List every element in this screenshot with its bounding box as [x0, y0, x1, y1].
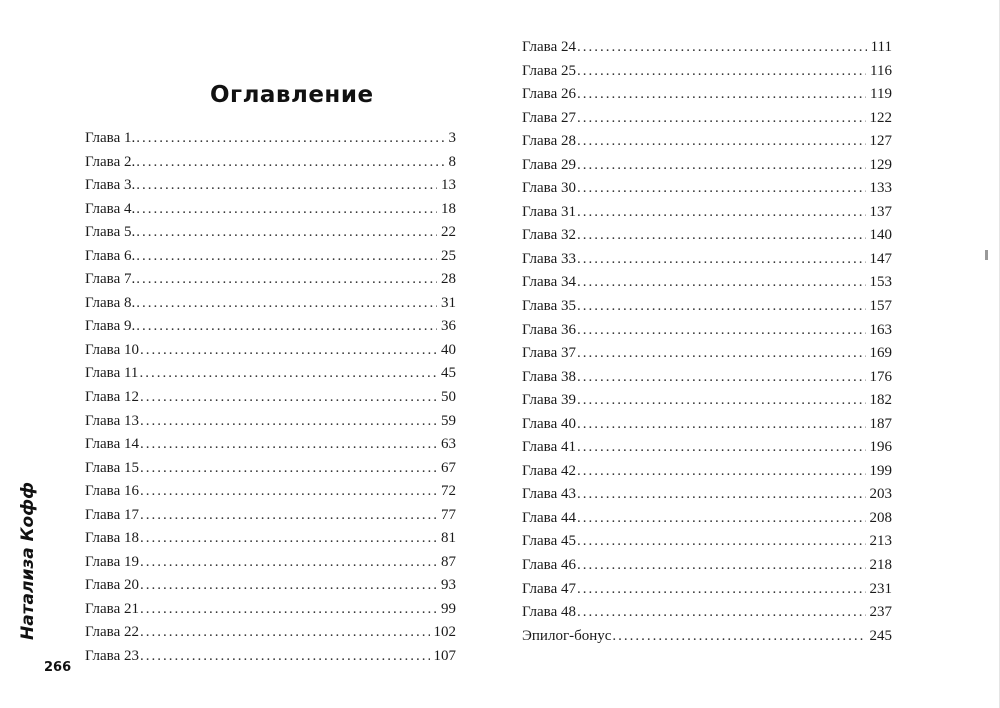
- toc-entry-page: 237: [869, 604, 892, 621]
- toc-entry-page: 72: [441, 483, 456, 500]
- dot-leader: [577, 130, 866, 154]
- toc-entry-label: Глава 23: [85, 648, 139, 665]
- toc-entry[interactable]: [522, 319, 892, 343]
- dot-leader: [140, 410, 437, 434]
- dot-leader: [140, 574, 437, 598]
- toc-entry-page: 67: [441, 459, 456, 476]
- toc-entry-page: 163: [869, 321, 892, 338]
- toc-entry-label: Глава 7.: [85, 271, 136, 288]
- toc-entry[interactable]: [85, 551, 456, 575]
- toc-entry[interactable]: [85, 221, 456, 245]
- toc-entry[interactable]: [522, 130, 892, 154]
- toc-entry-label: Глава 39: [522, 392, 576, 409]
- dot-leader: [140, 527, 437, 551]
- author-name-vertical: Натализа Кофф: [18, 482, 38, 640]
- toc-entry[interactable]: [522, 483, 892, 507]
- toc-entry[interactable]: [522, 460, 892, 484]
- dot-leader: [140, 551, 437, 575]
- toc-entry-label: Глава 35: [522, 298, 576, 315]
- toc-entry[interactable]: [522, 201, 892, 225]
- dot-leader: [612, 625, 865, 649]
- toc-entry[interactable]: [522, 248, 892, 272]
- toc-entry-label: Глава 18: [85, 530, 139, 547]
- toc-entry-page: 157: [869, 298, 892, 315]
- dot-leader: [140, 480, 437, 504]
- toc-entry-label: Глава 40: [522, 415, 576, 432]
- toc-entry-label: Глава 29: [522, 156, 576, 173]
- toc-entry-label: Глава 2.: [85, 153, 136, 170]
- toc-entry-label: Глава 6.: [85, 247, 136, 264]
- toc-entry[interactable]: [85, 245, 456, 269]
- toc-entry-page: 187: [869, 415, 892, 432]
- dot-leader: [140, 645, 430, 669]
- scan-mark: [985, 250, 988, 260]
- toc-entry-page: 245: [869, 627, 892, 644]
- toc-entry-label: Глава 27: [522, 109, 576, 126]
- toc-entry-page: 111: [870, 39, 892, 55]
- toc-entry[interactable]: [522, 295, 892, 319]
- toc-entry-page: 63: [441, 436, 456, 453]
- toc-entry[interactable]: [522, 154, 892, 178]
- toc-entry[interactable]: [522, 107, 892, 131]
- toc-entry[interactable]: [522, 601, 892, 625]
- toc-entry[interactable]: [522, 530, 892, 554]
- dot-leader: [577, 554, 866, 578]
- dot-leader: [577, 83, 866, 107]
- dot-leader: [140, 339, 437, 363]
- toc-entry-page: 87: [441, 553, 456, 570]
- dot-leader: [577, 460, 866, 484]
- dot-leader: [577, 201, 866, 225]
- toc-entry[interactable]: [85, 198, 456, 222]
- toc-entry[interactable]: [85, 457, 456, 481]
- toc-entry-page: 8: [448, 153, 456, 170]
- dot-leader: [577, 224, 866, 248]
- dot-leader: [577, 271, 866, 295]
- toc-entry-label: Глава 11: [85, 365, 139, 382]
- toc-entry-page: 129: [869, 156, 892, 173]
- toc-entry[interactable]: [522, 578, 892, 602]
- toc-entry-page: 153: [869, 274, 892, 291]
- toc-entry-page: 93: [441, 577, 456, 594]
- toc-entry-page: 45: [441, 365, 456, 382]
- toc-entry-label: Глава 16: [85, 483, 139, 500]
- toc-entry-label: Глава 8.: [85, 294, 136, 311]
- toc-entry-label: Глава 43: [522, 486, 576, 503]
- dot-leader: [136, 268, 437, 292]
- dot-leader: [136, 127, 444, 151]
- toc-list-right: [522, 36, 892, 648]
- toc-entry[interactable]: [522, 507, 892, 531]
- toc-entry[interactable]: [85, 268, 456, 292]
- toc-entry-page: 13: [441, 177, 456, 194]
- toc-entry-label: Глава 34: [522, 274, 576, 291]
- toc-entry-label: Глава 10: [85, 341, 139, 358]
- toc-entry[interactable]: [522, 83, 892, 107]
- toc-entry-page: 208: [869, 509, 892, 526]
- dot-leader: [136, 151, 444, 175]
- toc-entry[interactable]: [85, 339, 456, 363]
- dot-leader: [577, 177, 866, 201]
- dot-leader: [577, 530, 866, 554]
- toc-entry-page: 137: [869, 203, 892, 220]
- toc-entry-page: 140: [869, 227, 892, 244]
- toc-entry-label: Глава 37: [522, 345, 576, 362]
- right-page: [500, 0, 1000, 708]
- toc-entry-page: 122: [869, 109, 892, 126]
- toc-entry[interactable]: [522, 625, 892, 649]
- dot-leader: [577, 436, 866, 460]
- toc-entry-label: Глава 24: [522, 39, 576, 55]
- toc-entry-page: 3: [448, 130, 456, 146]
- toc-entry-page: 50: [441, 389, 456, 406]
- dot-leader: [140, 386, 437, 410]
- toc-entry-page: 25: [441, 247, 456, 264]
- toc-entry[interactable]: [85, 645, 456, 669]
- toc-entry[interactable]: [522, 60, 892, 84]
- dot-leader: [577, 342, 866, 366]
- dot-leader: [577, 154, 866, 178]
- dot-leader: [136, 198, 437, 222]
- toc-entry[interactable]: [85, 151, 456, 175]
- toc-entry-label: Глава 48: [522, 604, 576, 621]
- toc-entry-page: 231: [869, 580, 892, 597]
- toc-entry[interactable]: [522, 413, 892, 437]
- toc-entry-label: Глава 31: [522, 203, 576, 220]
- toc-entry[interactable]: [85, 410, 456, 434]
- toc-entry-page: 127: [869, 133, 892, 150]
- toc-entry-page: 102: [433, 624, 456, 641]
- toc-entry-label: Глава 32: [522, 227, 576, 244]
- dot-leader: [140, 621, 430, 645]
- toc-entry-label: Глава 33: [522, 250, 576, 267]
- dot-leader: [577, 507, 866, 531]
- toc-entry-label: Глава 22: [85, 624, 139, 641]
- dot-leader: [577, 366, 866, 390]
- toc-entry[interactable]: [85, 386, 456, 410]
- toc-entry-label: Глава 14: [85, 436, 139, 453]
- dot-leader: [577, 107, 866, 131]
- toc-entry-label: Глава 1.: [85, 130, 136, 146]
- toc-entry-label: Глава 12: [85, 389, 139, 406]
- toc-entry-page: 116: [870, 62, 892, 79]
- toc-entry[interactable]: [85, 527, 456, 551]
- toc-title: Оглавление: [210, 82, 374, 108]
- toc-entry-page: 59: [441, 412, 456, 429]
- toc-entry-page: 36: [441, 318, 456, 335]
- toc-entry-label: Глава 17: [85, 506, 139, 523]
- toc-entry-page: 107: [433, 648, 456, 665]
- toc-entry-label: Глава 44: [522, 509, 576, 526]
- toc-entry[interactable]: [85, 174, 456, 198]
- toc-entry-label: Глава 19: [85, 553, 139, 570]
- toc-entry-page: 99: [441, 600, 456, 617]
- toc-entry[interactable]: [522, 177, 892, 201]
- dot-leader: [136, 245, 437, 269]
- dot-leader: [577, 36, 867, 60]
- toc-entry-label: Глава 46: [522, 557, 576, 574]
- toc-entry-page: 196: [869, 439, 892, 456]
- toc-entry-label: Глава 3.: [85, 177, 136, 194]
- toc-entry-label: Глава 25: [522, 62, 576, 79]
- toc-entry-page: 203: [869, 486, 892, 503]
- dot-leader: [140, 598, 437, 622]
- toc-entry-page: 182: [869, 392, 892, 409]
- toc-entry-page: 31: [441, 294, 456, 311]
- toc-entry[interactable]: [522, 342, 892, 366]
- dot-leader: [577, 295, 866, 319]
- dot-leader: [577, 483, 866, 507]
- dot-leader: [577, 319, 866, 343]
- toc-entry-page: 218: [869, 557, 892, 574]
- toc-entry-label: Глава 15: [85, 459, 139, 476]
- toc-entry-label: Глава 47: [522, 580, 576, 597]
- toc-entry-label: Глава 36: [522, 321, 576, 338]
- toc-entry[interactable]: [85, 480, 456, 504]
- dot-leader: [577, 601, 866, 625]
- dot-leader: [577, 248, 866, 272]
- toc-entry[interactable]: [522, 554, 892, 578]
- toc-entry[interactable]: [85, 598, 456, 622]
- toc-entry-page: 40: [441, 341, 456, 358]
- dot-leader: [577, 413, 866, 437]
- toc-entry-page: 28: [441, 271, 456, 288]
- toc-list-left: [85, 127, 456, 669]
- toc-entry-label: Глава 41: [522, 439, 576, 456]
- toc-entry-page: 119: [870, 86, 892, 103]
- toc-entry-label: Глава 20: [85, 577, 139, 594]
- dot-leader: [577, 60, 866, 84]
- toc-entry-label: Глава 30: [522, 180, 576, 197]
- toc-entry-page: 133: [869, 180, 892, 197]
- dot-leader: [136, 315, 437, 339]
- toc-entry[interactable]: [522, 271, 892, 295]
- toc-entry[interactable]: [522, 366, 892, 390]
- page-number: 266: [44, 660, 72, 675]
- toc-entry-label: Эпилог-бонус: [522, 627, 612, 644]
- toc-entry[interactable]: [85, 315, 456, 339]
- toc-entry-page: 176: [869, 368, 892, 385]
- dot-leader: [139, 362, 437, 386]
- toc-entry[interactable]: [85, 292, 456, 316]
- dot-leader: [136, 221, 437, 245]
- toc-entry-page: 169: [869, 345, 892, 362]
- toc-entry-label: Глава 5.: [85, 224, 136, 241]
- dot-leader: [136, 174, 437, 198]
- toc-entry-label: Глава 9.: [85, 318, 136, 335]
- dot-leader: [577, 389, 866, 413]
- toc-entry-label: Глава 13: [85, 412, 139, 429]
- toc-entry[interactable]: [85, 433, 456, 457]
- toc-entry-page: 199: [869, 462, 892, 479]
- toc-entry-label: Глава 42: [522, 462, 576, 479]
- toc-entry-page: 81: [441, 530, 456, 547]
- toc-entry-label: Глава 45: [522, 533, 576, 550]
- toc-entry-label: Глава 4.: [85, 200, 136, 217]
- dot-leader: [577, 578, 866, 602]
- toc-entry[interactable]: [85, 504, 456, 528]
- toc-entry-label: Глава 21: [85, 600, 139, 617]
- toc-entry[interactable]: [85, 621, 456, 645]
- toc-entry[interactable]: [85, 127, 456, 151]
- toc-entry-label: Глава 38: [522, 368, 576, 385]
- toc-entry-page: 147: [869, 250, 892, 267]
- dot-leader: [140, 457, 437, 481]
- toc-entry-page: 22: [441, 224, 456, 241]
- toc-entry-page: 18: [441, 200, 456, 217]
- toc-entry[interactable]: [522, 36, 892, 60]
- toc-entry-label: Глава 28: [522, 133, 576, 150]
- toc-entry[interactable]: [522, 224, 892, 248]
- toc-entry[interactable]: [85, 362, 456, 386]
- toc-entry[interactable]: [522, 389, 892, 413]
- dot-leader: [140, 433, 437, 457]
- toc-entry[interactable]: [85, 574, 456, 598]
- dot-leader: [140, 504, 437, 528]
- toc-entry-label: Глава 26: [522, 86, 576, 103]
- toc-entry-page: 77: [441, 506, 456, 523]
- toc-entry[interactable]: [522, 436, 892, 460]
- dot-leader: [136, 292, 437, 316]
- toc-entry-page: 213: [869, 533, 892, 550]
